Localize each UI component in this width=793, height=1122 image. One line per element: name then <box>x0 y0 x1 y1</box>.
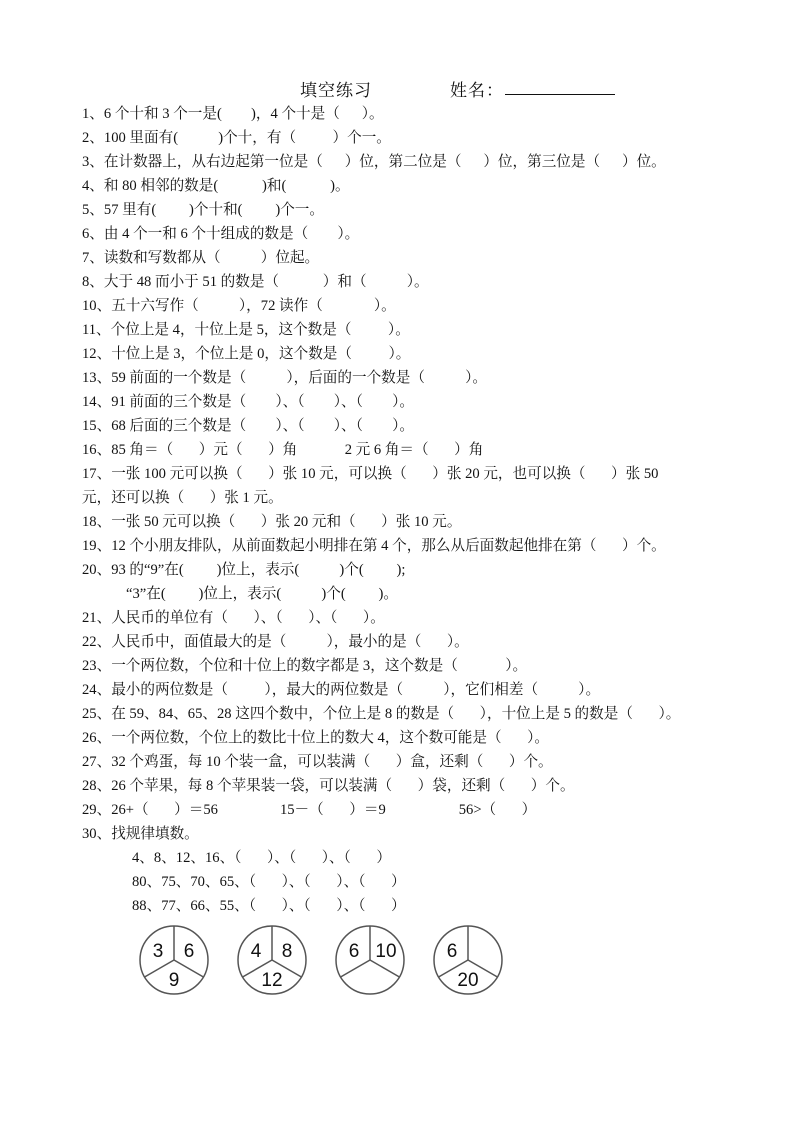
question-q20a: 20、93 的“9”在( )位上，表示( )个( ); <box>82 562 406 578</box>
question-q29: 29、26+（ ）＝56 15－（ ）＝9 56>（ ） <box>82 802 537 818</box>
question-q21: 21、人民币的单位有（ ）、（ ）、（ ）。 <box>82 610 385 626</box>
name-blank-line[interactable] <box>505 94 615 95</box>
question-q30: 30、找规律填数。 <box>82 826 199 842</box>
question-q16: 16、85 角＝（ ）元（ ）角 2 元 6 角＝（ ）角 <box>82 442 484 458</box>
question-q10: 10、五十六写作（ ），72 读作（ ）。 <box>82 298 396 314</box>
circle-left-value: 6 <box>348 941 360 962</box>
question-q8: 8、大于 48 而小于 51 的数是（ ）和（ ）。 <box>82 274 429 290</box>
question-q30b: 80、75、70、65、（ ）、（ ）、（ ） <box>132 874 406 890</box>
question-q15: 15、68 后面的三个数是（ ）、（ ）、（ ）。 <box>82 418 414 434</box>
question-q28: 28、26 个苹果，每 8 个苹果装一袋，可以装满（ ）袋，还剩（ ）个。 <box>82 778 575 794</box>
question-q3: 3、在计数器上，从右边起第一位是（ ）位，第二位是（ ）位，第三位是（ ）位。 <box>82 154 666 170</box>
question-q20b: “3”在( )位上，表示( )个( )。 <box>126 586 398 602</box>
question-q4: 4、和 80 相邻的数是( )和( )。 <box>82 178 350 194</box>
question-q23: 23、一个两位数，个位和十位上的数字都是 3，这个数是（ ）。 <box>82 658 528 674</box>
question-q12: 12、十位上是 3，个位上是 0，这个数是（ ）。 <box>82 346 411 362</box>
circle-left-value: 6 <box>446 941 458 962</box>
question-q19: 19、12 个小朋友排队，从前面数起小明排在第 4 个，那么从后面数起他排在第（ ）个。 <box>82 538 666 554</box>
question-q17b: 元，还可以换（ ）张 1 元。 <box>82 490 283 506</box>
question-q7: 7、读数和写数都从（ ）位起。 <box>82 250 320 266</box>
question-q25: 25、在 59、84、65、28 这四个数中，个位上是 8 的数是（ ），十位上是 5 的数是（ ）。 <box>82 706 681 722</box>
question-q1: 1、6 个十和 3 个一是( )，4 个十是（ ）。 <box>82 106 384 122</box>
pattern-circle <box>432 924 504 996</box>
pattern-circles <box>138 924 518 1004</box>
question-q30c: 88、77、66、55、（ ）、（ ）、（ ） <box>132 898 406 914</box>
circle-right-value: 6 <box>183 941 195 962</box>
pattern-circle <box>138 924 210 996</box>
circle-right-value: 8 <box>281 941 293 962</box>
circle-bottom-value[interactable]: 12 <box>261 970 283 991</box>
question-q14: 14、91 前面的三个数是（ ）、（ ）、（ ）。 <box>82 394 414 410</box>
question-q6: 6、由 4 个一和 6 个十组成的数是（ ）。 <box>82 226 360 242</box>
circle-left-value: 3 <box>152 941 164 962</box>
question-q2: 2、100 里面有( )个十，有（ ）个一。 <box>82 130 391 146</box>
pattern-circle <box>236 924 308 996</box>
pattern-circle <box>334 924 406 996</box>
question-q24: 24、最小的两位数是（ ），最大的两位数是（ ），它们相差（ ）。 <box>82 682 601 698</box>
question-q13: 13、59 前面的一个数是（ ），后面的一个数是（ ）。 <box>82 370 487 386</box>
question-q27: 27、32 个鸡蛋，每 10 个装一盒，可以装满（ ）盒，还剩（ ）个。 <box>82 754 553 770</box>
question-q5: 5、57 里有( )个十和( )个一。 <box>82 202 324 218</box>
question-q17a: 17、一张 100 元可以换（ ）张 10 元，可以换（ ）张 20 元，也可以换（ ）张 50 <box>82 466 659 482</box>
title-row <box>0 76 793 102</box>
name-label: 姓名： <box>450 81 504 100</box>
circle-right-value: 10 <box>375 941 397 962</box>
question-q26: 26、一个两位数，个位上的数比十位上的数大 4，这个数可能是（ ）。 <box>82 730 549 746</box>
question-q18: 18、一张 50 元可以换（ ）张 20 元和（ ）张 10 元。 <box>82 514 462 530</box>
circle-bottom-value: 20 <box>457 970 479 991</box>
question-q22: 22、人民币中，面值最大的是（ ），最小的是（ ）。 <box>82 634 469 650</box>
question-q11: 11、个位上是 4，十位上是 5，这个数是（ ）。 <box>82 322 410 338</box>
circle-bottom-value: 9 <box>168 970 180 991</box>
question-q30a: 4、8、12、16、（ ）、（ ）、（ ） <box>132 850 392 866</box>
page-title: 填空练习 <box>300 81 372 100</box>
circle-left-value: 4 <box>250 941 262 962</box>
